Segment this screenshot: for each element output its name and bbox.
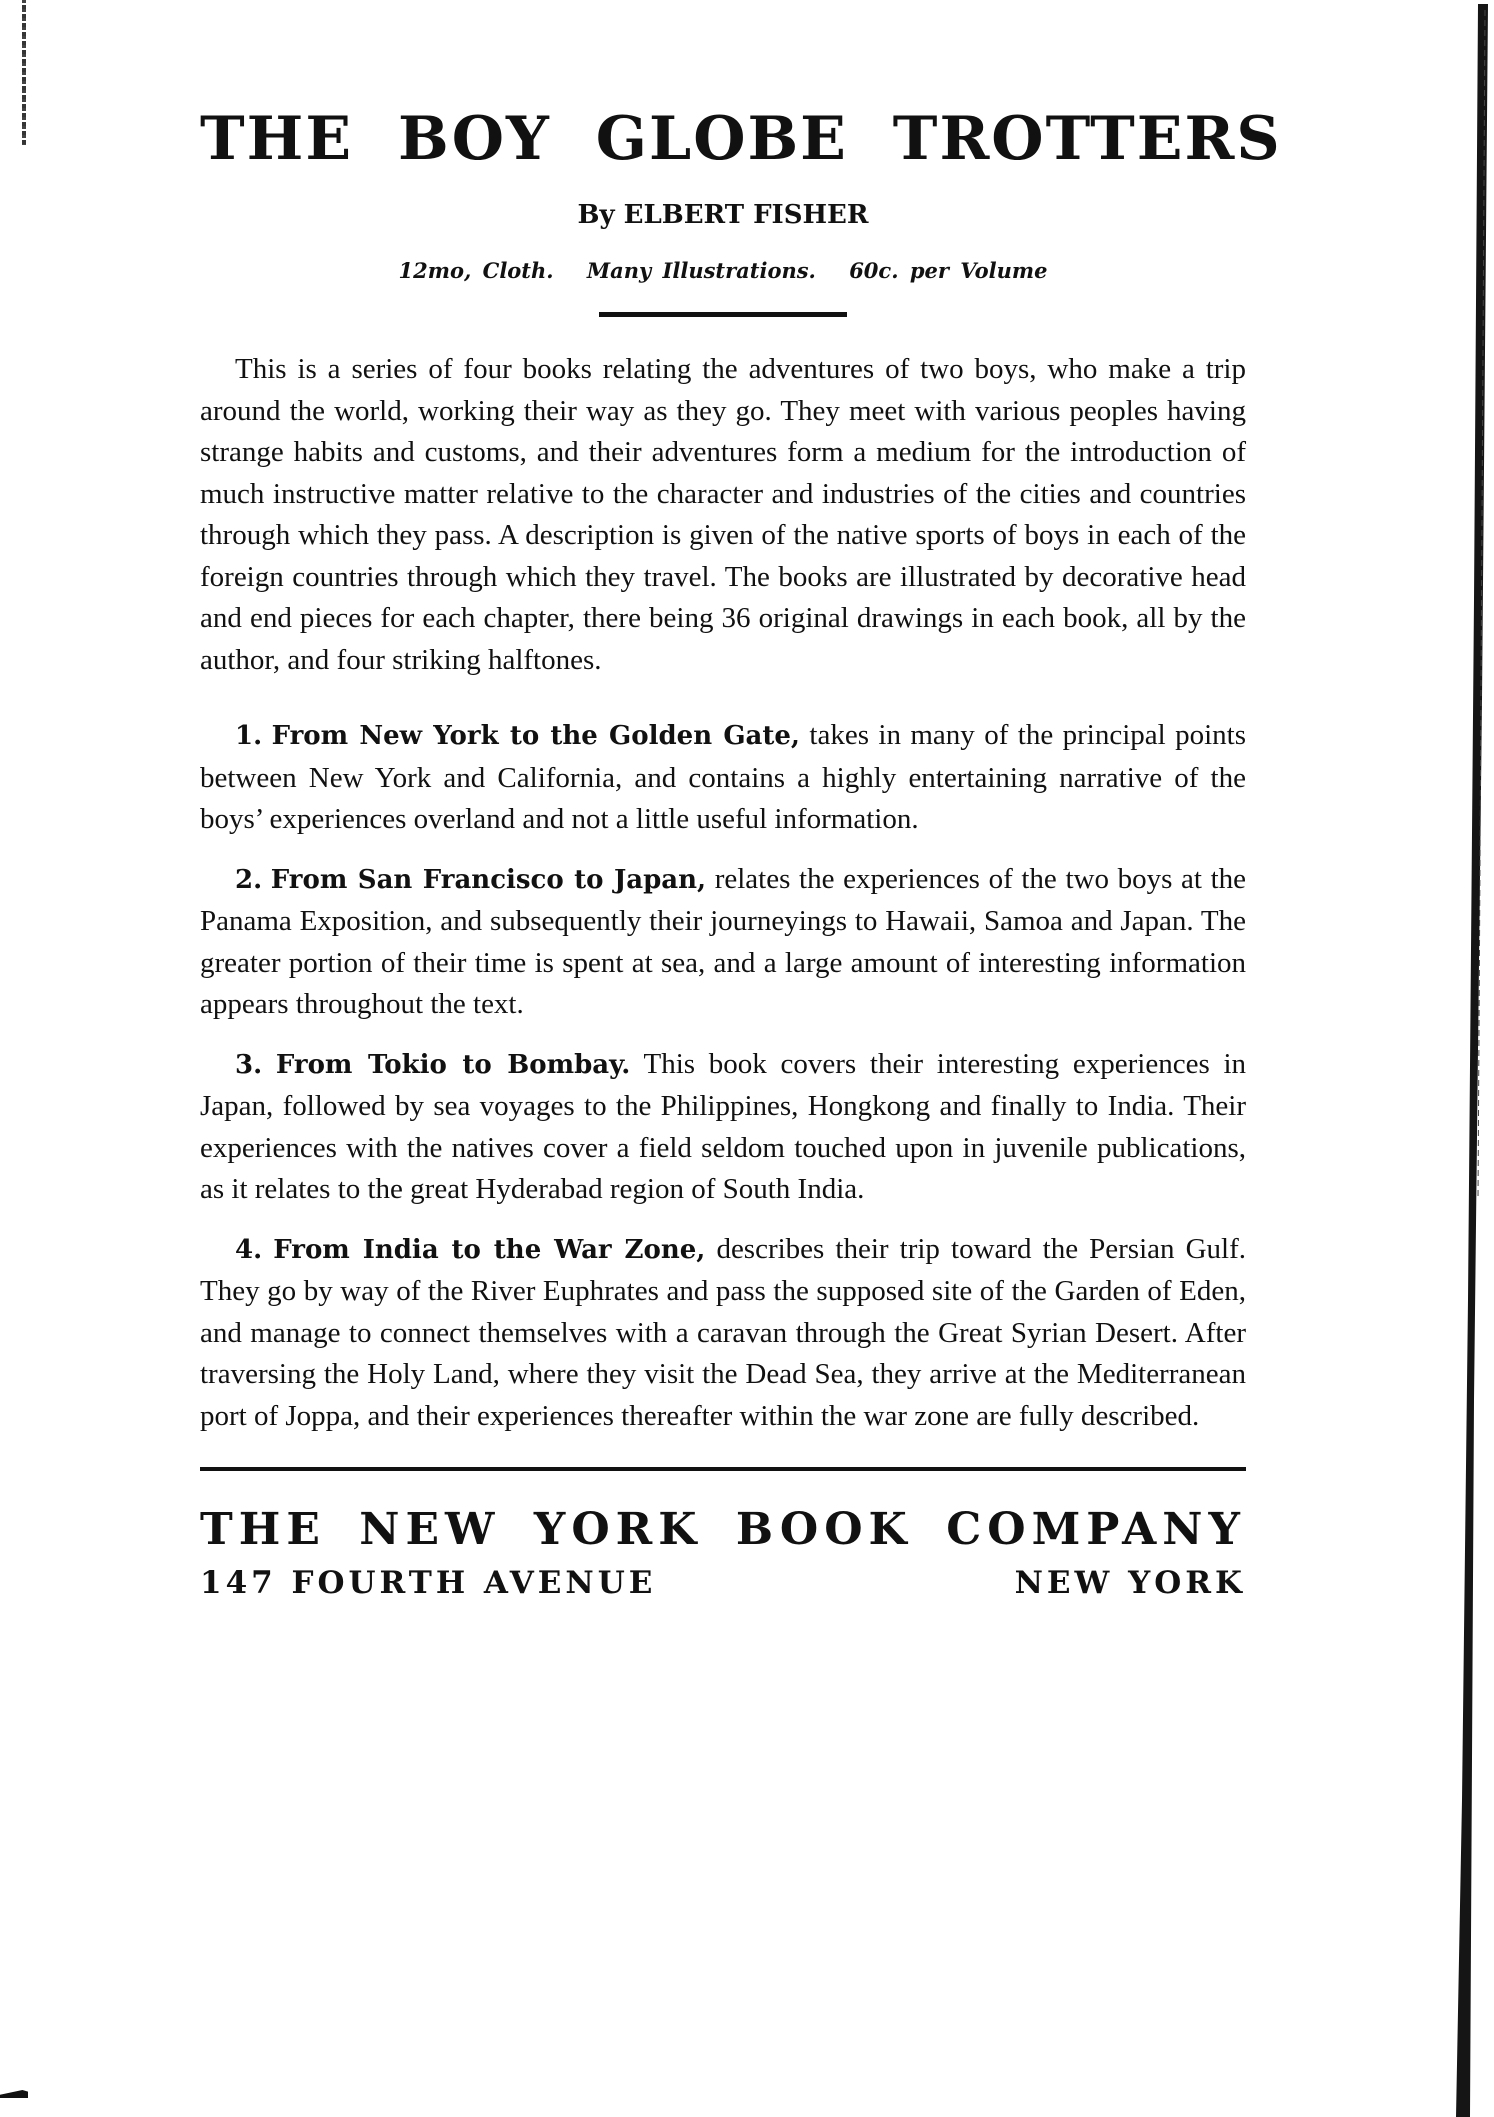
scan-edge-artifact-right	[1374, 0, 1494, 2117]
publisher-word: COMPANY	[946, 1504, 1246, 1555]
book-description: This book covers their interesting experiences in Japan, followed by sea voyages to the Philippines, Hongkong and finally to India. Their experiences with the natives cover a field seldom touched upon in juvenile publications, as it relates to the great Hyderabad region of South India.	[200, 1047, 1247, 1205]
publisher-name	[200, 1503, 1246, 1557]
book-description: relates the experiences of the two boys at the Panama Exposition, and subsequently their journeyings to Hawaii, Samoa and Japan. The greater portion of their time is spent at sea, and a large amount of interesting information appears throughout the text.	[200, 862, 1246, 1020]
scan-mark-artifact	[0, 2090, 28, 2098]
publisher-word: NEW	[359, 1504, 501, 1555]
advertisement-page	[200, 100, 1282, 1603]
book-number: 2.	[235, 864, 263, 895]
book-title: From India to the War Zone,	[273, 1234, 706, 1265]
series-description: This is a series of four books relating the adventures of two boys, who make a trip around the world, working their way as they go. They meet with various peoples having strange habits and customs, and their adventures form a medium for the introduction of much instructive matter relative to the character and industries of the cities and countries through which they pass. A description is given of the native sports of boys in each of the foreign countries through which they travel. The books are illustrated by decorative head and end pieces for each chapter, there being 36 original drawings in each book, all by the author, and four striking halftones.	[200, 353, 1246, 676]
publisher-word: BOOK	[735, 1504, 913, 1555]
publisher-address	[200, 1563, 1246, 1603]
book-title: From San Francisco to Japan,	[270, 864, 707, 895]
book-description: describes their trip toward the Persian Gulf. They go by way of the River Euphrates and pass the supposed site of the Garden of Eden, and manage to connect themselves with a caravan through the Great Syrian Desert. After traversing the Holy Land, where they visit the Dead Sea, they arrive at the Mediterranean port of Joppa, and their experiences thereafter within the war zone are fully described.	[200, 1232, 1247, 1432]
book-number: 4.	[235, 1234, 263, 1265]
title-divider	[599, 312, 847, 317]
spec-illustrations: Many Illustrations.	[586, 258, 816, 283]
author-line: By ELBERT FISHER	[577, 200, 869, 230]
edition-specs	[200, 256, 1246, 286]
book-entry	[200, 859, 1246, 1026]
book-entry	[200, 715, 1246, 841]
book-title: From New York to the Golden Gate,	[271, 721, 800, 751]
book-entry	[200, 1044, 1246, 1211]
street-address: 147 FOURTH AVENUE	[200, 1565, 657, 1601]
scan-edge-artifact-left	[22, 0, 26, 145]
publisher-word: THE	[200, 1504, 326, 1555]
spec-price: 60c. per Volume	[849, 258, 1048, 283]
spec-format: 12mo, Cloth.	[398, 258, 554, 283]
book-entry	[200, 1229, 1246, 1438]
book-title: From Tokio to Bombay.	[275, 1049, 631, 1080]
book-number: 1.	[235, 721, 263, 751]
page-binding-edge	[1374, 0, 1494, 2117]
series-title: THE BOY GLOBE TROTTERS	[200, 104, 1282, 174]
footer-divider	[200, 1467, 1246, 1471]
publisher-word: YORK	[533, 1504, 703, 1555]
book-description: takes in many of the principal points between New York and California, and contains a highly entertaining narrative of the boys’ experiences overland and not a little useful information.	[200, 719, 1247, 835]
city: NEW YORK	[1014, 1565, 1246, 1601]
book-number: 3.	[235, 1049, 263, 1080]
book-list	[200, 715, 1246, 1437]
